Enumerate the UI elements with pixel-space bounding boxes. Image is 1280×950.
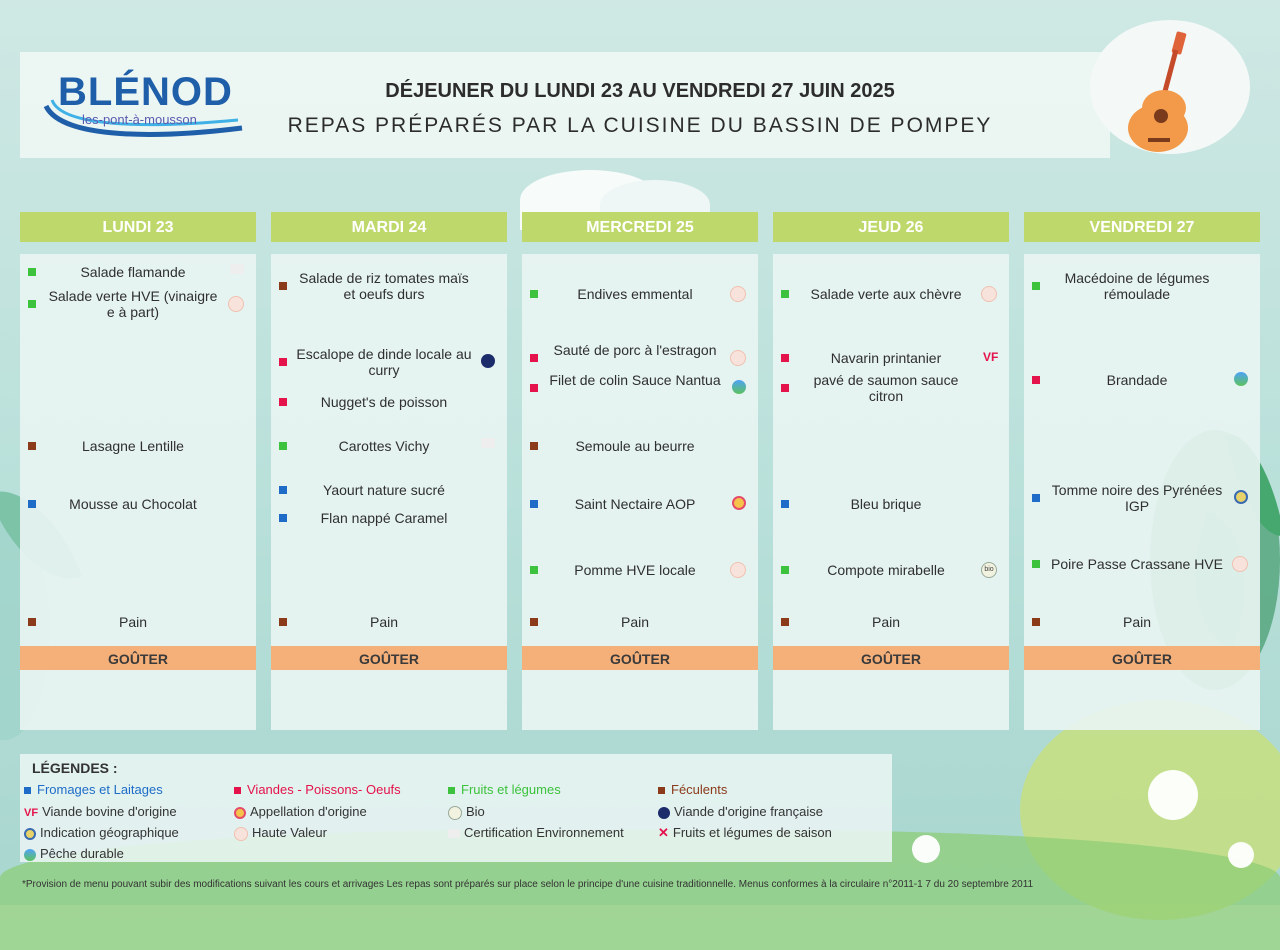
legend-ce2: Certification Environnement	[448, 825, 624, 840]
gouter-menu	[20, 670, 256, 730]
menu-item-label: Saint Nectaire AOP	[574, 496, 696, 512]
day-column	[271, 212, 507, 667]
menu-item-label: Macédoine de légumes rémoulade	[1064, 270, 1210, 302]
menu-item-label: Flan nappé Caramel	[320, 510, 448, 526]
square-icon	[234, 787, 241, 794]
vf-icon	[481, 354, 495, 368]
menu-item-label: Carottes Vichy	[338, 438, 430, 454]
menu-item-label: Yaourt nature sucré	[323, 482, 445, 498]
gouter-header: GOÛTER	[271, 646, 507, 670]
gouter-menu	[773, 670, 1009, 730]
aop-icon	[234, 807, 246, 819]
gouter-header: GOÛTER	[773, 646, 1009, 670]
gouter-menu	[522, 670, 758, 730]
menu-item	[20, 264, 256, 280]
menu-item-label: Salade flamande	[80, 264, 186, 280]
day-header: JEUD 26	[773, 212, 1009, 242]
hve-icon	[730, 350, 746, 366]
category-square-icon	[279, 398, 287, 406]
category-square-icon	[1032, 376, 1040, 384]
peche-icon	[24, 849, 36, 861]
hve-icon	[1232, 556, 1248, 572]
day-menu	[271, 254, 507, 648]
legend	[20, 754, 892, 862]
menu-item	[20, 288, 256, 320]
legend-aop: Appellation d'origine	[234, 804, 367, 819]
menu-item	[522, 496, 758, 512]
menu-item	[522, 614, 758, 630]
legend-feculents: Féculents	[658, 782, 727, 797]
peche-icon	[1234, 372, 1248, 386]
category-square-icon	[1032, 282, 1040, 290]
category-square-icon	[781, 354, 789, 362]
menu-item-label: Salade verte aux chèvre	[810, 286, 962, 302]
category-square-icon	[279, 486, 287, 494]
menu-item-label: Pain	[1122, 614, 1152, 630]
menu-item	[20, 438, 256, 454]
gouter-header: GOÛTER	[522, 646, 758, 670]
category-square-icon	[279, 282, 287, 290]
category-square-icon	[781, 566, 789, 574]
menu-item-label: Sauté de porc à l'estragon	[553, 342, 717, 358]
category-square-icon	[279, 514, 287, 522]
menu-item-label: Mousse au Chocolat	[69, 496, 197, 512]
menu-item	[522, 286, 758, 302]
menu-item-label: Tomme noire des Pyrénées IGP	[1051, 482, 1223, 514]
menu-item	[1024, 556, 1260, 572]
menu-item-label: Navarin printanier	[830, 350, 942, 366]
day-header: MARDI 24	[271, 212, 507, 242]
menu-item	[773, 350, 1009, 366]
bovine-icon: VF	[983, 350, 999, 364]
day-column	[1024, 212, 1260, 667]
category-square-icon	[781, 290, 789, 298]
ce2-icon	[230, 264, 244, 274]
menu-item	[522, 562, 758, 578]
menu-item	[1024, 614, 1260, 630]
day-menu	[20, 254, 256, 648]
menu-item	[20, 614, 256, 630]
menu-item-label: Salade verte HVE (vinaigre e à part)	[48, 288, 218, 320]
category-square-icon	[279, 618, 287, 626]
menu-item	[271, 438, 507, 454]
guitar-icon	[1090, 20, 1250, 154]
day-header: LUNDI 23	[20, 212, 256, 242]
menu-item-label: Brandade	[1106, 372, 1168, 388]
menu-item	[271, 510, 507, 526]
category-square-icon	[781, 618, 789, 626]
legend-hve: Haute Valeur	[234, 825, 327, 841]
igp-icon	[1234, 490, 1248, 504]
menu-item-label: Endives emmental	[577, 286, 693, 302]
category-square-icon	[530, 618, 538, 626]
category-square-icon	[28, 442, 36, 450]
aop-icon	[732, 496, 746, 510]
day-menu	[1024, 254, 1260, 648]
ce2-icon	[481, 438, 495, 448]
gouter-menu	[271, 670, 507, 730]
footnote: *Provision de menu pouvant subir des modifications suivant les cours et arrivages Les repas sont préparés sur place selon le principe d'une cuisine traditionnelle. Menus conformes à la circulaire n°2011-1 7 du 20 septembre 2011	[22, 879, 1034, 890]
ce2-icon	[448, 829, 460, 838]
logo-main: BLÉNOD	[58, 70, 233, 114]
hve-icon	[730, 286, 746, 302]
day-column	[522, 212, 758, 667]
menu-item-label: Pain	[118, 614, 148, 630]
legend-title: LÉGENDES :	[32, 760, 118, 776]
menu-item	[773, 614, 1009, 630]
menu-item	[522, 372, 758, 388]
category-square-icon	[279, 358, 287, 366]
menu-item	[271, 346, 507, 378]
day-menu	[773, 254, 1009, 648]
category-square-icon	[28, 300, 36, 308]
menu-item	[1024, 372, 1260, 388]
viande-francaise-icon	[658, 807, 670, 819]
menu-item	[773, 372, 1009, 404]
square-icon	[658, 787, 665, 794]
square-icon	[24, 787, 31, 794]
logo-sub: les-pont-à-mousson	[82, 112, 197, 127]
legend-bio: Bio	[448, 804, 485, 820]
day-column	[773, 212, 1009, 667]
category-square-icon	[28, 500, 36, 508]
menu-item	[773, 496, 1009, 512]
menu-item-label: Pain	[620, 614, 650, 630]
category-square-icon	[530, 384, 538, 392]
saison-icon: ✕	[658, 825, 669, 840]
day-header: MERCREDI 25	[522, 212, 758, 242]
hve-icon	[981, 286, 997, 302]
bio-icon	[448, 806, 462, 820]
bovine-icon: VF	[24, 806, 39, 819]
category-square-icon	[28, 618, 36, 626]
menu-item	[271, 482, 507, 498]
menu-item-label: Nugget's de poisson	[320, 394, 448, 410]
day-header: VENDREDI 27	[1024, 212, 1260, 242]
gouter-menu	[1024, 670, 1260, 730]
menu-item-label: Pain	[871, 614, 901, 630]
category-square-icon	[530, 566, 538, 574]
menu-item	[773, 286, 1009, 302]
menu-item-label: Pain	[369, 614, 399, 630]
legend-igp: Indication géographique	[24, 825, 179, 840]
menu-item	[1024, 270, 1260, 302]
legend-fromages: Fromages et Laitages	[24, 782, 163, 797]
menu-item	[271, 614, 507, 630]
menu-item-label: Bleu brique	[850, 496, 922, 512]
menu-item	[271, 394, 507, 410]
menu-item-label: Lasagne Lentille	[82, 438, 184, 454]
category-square-icon	[1032, 618, 1040, 626]
page-subtitle: REPAS PRÉPARÉS PAR LA CUISINE DU BASSIN DE POMPEY	[287, 114, 993, 137]
menu-item-label: Poire Passe Crassane HVE	[1051, 556, 1223, 572]
legend-fruits: Fruits et légumes	[448, 782, 561, 797]
legend-vf: Viande d'origine française	[658, 804, 823, 819]
hve-icon	[234, 827, 248, 841]
menu-item	[773, 562, 1009, 578]
category-square-icon	[781, 384, 789, 392]
legend-bovine: VF Viande bovine d'origine	[24, 804, 177, 819]
menu-item-label: Pomme HVE locale	[574, 562, 696, 578]
menu-item-label: Semoule au beurre	[575, 438, 695, 454]
square-icon	[448, 787, 455, 794]
menu-item	[20, 496, 256, 512]
category-square-icon	[279, 442, 287, 450]
legend-peche: Pêche durable	[24, 846, 124, 861]
category-square-icon	[781, 500, 789, 508]
igp-icon	[24, 828, 36, 840]
menu-item-label: pavé de saumon sauce citron	[813, 372, 959, 404]
category-square-icon	[28, 268, 36, 276]
category-square-icon	[530, 442, 538, 450]
hve-icon	[228, 296, 244, 312]
menu-item	[522, 438, 758, 454]
menu-item	[522, 342, 758, 358]
category-square-icon	[1032, 494, 1040, 502]
day-menu	[522, 254, 758, 648]
category-square-icon	[530, 290, 538, 298]
menu-item-label: Escalope de dinde locale au curry	[296, 346, 472, 378]
peche-icon	[732, 380, 746, 394]
day-column	[20, 212, 256, 667]
legend-saison: ✕ Fruits et légumes de saison	[658, 825, 832, 840]
menu-item	[271, 270, 507, 302]
bio-icon: bio	[981, 562, 997, 578]
menu-item-label: Salade de riz tomates maïs et oeufs durs	[299, 270, 469, 302]
category-square-icon	[530, 500, 538, 508]
gouter-header: GOÛTER	[20, 646, 256, 670]
category-square-icon	[530, 354, 538, 362]
gouter-header: GOÛTER	[1024, 646, 1260, 670]
category-square-icon	[1032, 560, 1040, 568]
page-header	[20, 52, 1110, 158]
menu-item	[1024, 482, 1260, 514]
menu-item-label: Filet de colin Sauce Nantua	[549, 372, 721, 388]
page-title: DÉJEUNER DU LUNDI 23 AU VENDREDI 27 JUIN 2025	[385, 80, 895, 102]
legend-viandes: Viandes - Poissons- Oeufs	[234, 782, 401, 797]
menu-item-label: Compote mirabelle	[827, 562, 945, 578]
hve-icon	[730, 562, 746, 578]
